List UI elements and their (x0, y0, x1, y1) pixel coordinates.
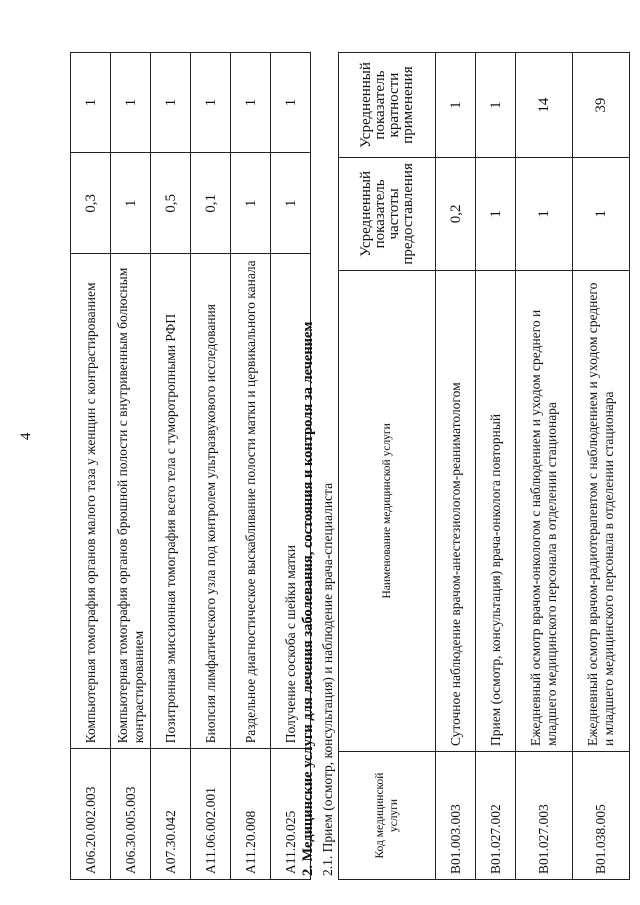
table-row (516, 53, 573, 880)
service-name: Биопсия лимфатического узла под контролем ультразвукового исследования (191, 254, 231, 749)
section-title: 2. Медицинские услуги для лечения заболевания, состояния и контроля за лечением (300, 321, 316, 876)
multiplicity-value: 1 (476, 53, 516, 158)
frequency-value: 1 (231, 153, 271, 254)
service-name: Получение соскоба с шейки матки (271, 254, 311, 749)
multiplicity-value: 1 (271, 53, 311, 153)
service-name: Прием (осмотр, консультация) врача-онколога повторный (476, 270, 516, 751)
service-name: Компьютерная томография органов брюшной полости с внутривенным болюсным контрастированием (111, 254, 151, 749)
service-code: B01.003.003 (436, 752, 476, 880)
service-code: A07.30.042 (151, 749, 191, 880)
table-row (436, 53, 476, 880)
service-code: A11.20.025 (271, 749, 311, 880)
service-code: B01.027.002 (476, 752, 516, 880)
frequency-value: 0,2 (436, 158, 476, 271)
multiplicity-value: 1 (71, 53, 111, 153)
frequency-value: 1 (516, 158, 573, 271)
multiplicity-value: 39 (573, 53, 630, 158)
service-code: A06.20.002.003 (71, 749, 111, 880)
multiplicity-value: 1 (151, 53, 191, 153)
header-multiplicity: Усредненный показатель кратности применения (339, 53, 436, 158)
frequency-value: 1 (271, 153, 311, 254)
table-row (191, 53, 231, 880)
multiplicity-value: 1 (436, 53, 476, 158)
multiplicity-value: 1 (191, 53, 231, 153)
frequency-value: 1 (476, 158, 516, 271)
service-name: Ежедневный осмотр врачом-радиотерапевтом с наблюдением и уходом среднего и младшего медицинского персонала в отделении стационара (573, 270, 630, 751)
service-name: Суточное наблюдение врачом-анестезиологом-реаниматологом (436, 270, 476, 751)
service-name: Ежедневный осмотр врачом-онкологом с наблюдением и уходом среднего и младшего медицинского персонала в отделении стационара (516, 270, 573, 751)
table-row (231, 53, 271, 880)
service-name: Компьютерная томография органов малого таза у женщин с контрастированием (71, 254, 111, 749)
table-row (71, 53, 111, 880)
table-row (151, 53, 191, 880)
frequency-value: 0,5 (151, 153, 191, 254)
service-code: B01.027.003 (516, 752, 573, 880)
header-frequency: Усредненный показатель частоты предоставления (339, 158, 436, 271)
subsection-title: 2.1. Прием (осмотр, консультация) и наблюдение врача-специалиста (320, 482, 335, 876)
multiplicity-value: 1 (231, 53, 271, 153)
frequency-value: 0,3 (71, 153, 111, 254)
table-row (111, 53, 151, 880)
multiplicity-value: 14 (516, 53, 573, 158)
service-code: B01.038.005 (573, 752, 630, 880)
frequency-value: 0,1 (191, 153, 231, 254)
table-row (573, 53, 630, 880)
service-code: A06.30.005.003 (111, 749, 151, 880)
services-table-diagnostics (70, 52, 311, 880)
rotated-page-content (0, 40, 630, 890)
table-row (476, 53, 516, 880)
table-header-row (339, 53, 436, 880)
services-table-treatment (338, 52, 630, 880)
service-code: A11.20.008 (231, 749, 271, 880)
service-name: Позитронная эмиссионная томография всего тела с туморотропными РФП (151, 254, 191, 749)
header-code: Код медицинской услуги (339, 752, 436, 880)
service-name: Раздельное диагностическое выскабливание полости матки и цервикального канала (231, 254, 271, 749)
header-name: Наименование медицинской услуги (339, 270, 436, 751)
frequency-value: 1 (111, 153, 151, 254)
service-code: A11.06.002.001 (191, 749, 231, 880)
multiplicity-value: 1 (111, 53, 151, 153)
frequency-value: 1 (573, 158, 630, 271)
page-number: 4 (18, 432, 34, 440)
